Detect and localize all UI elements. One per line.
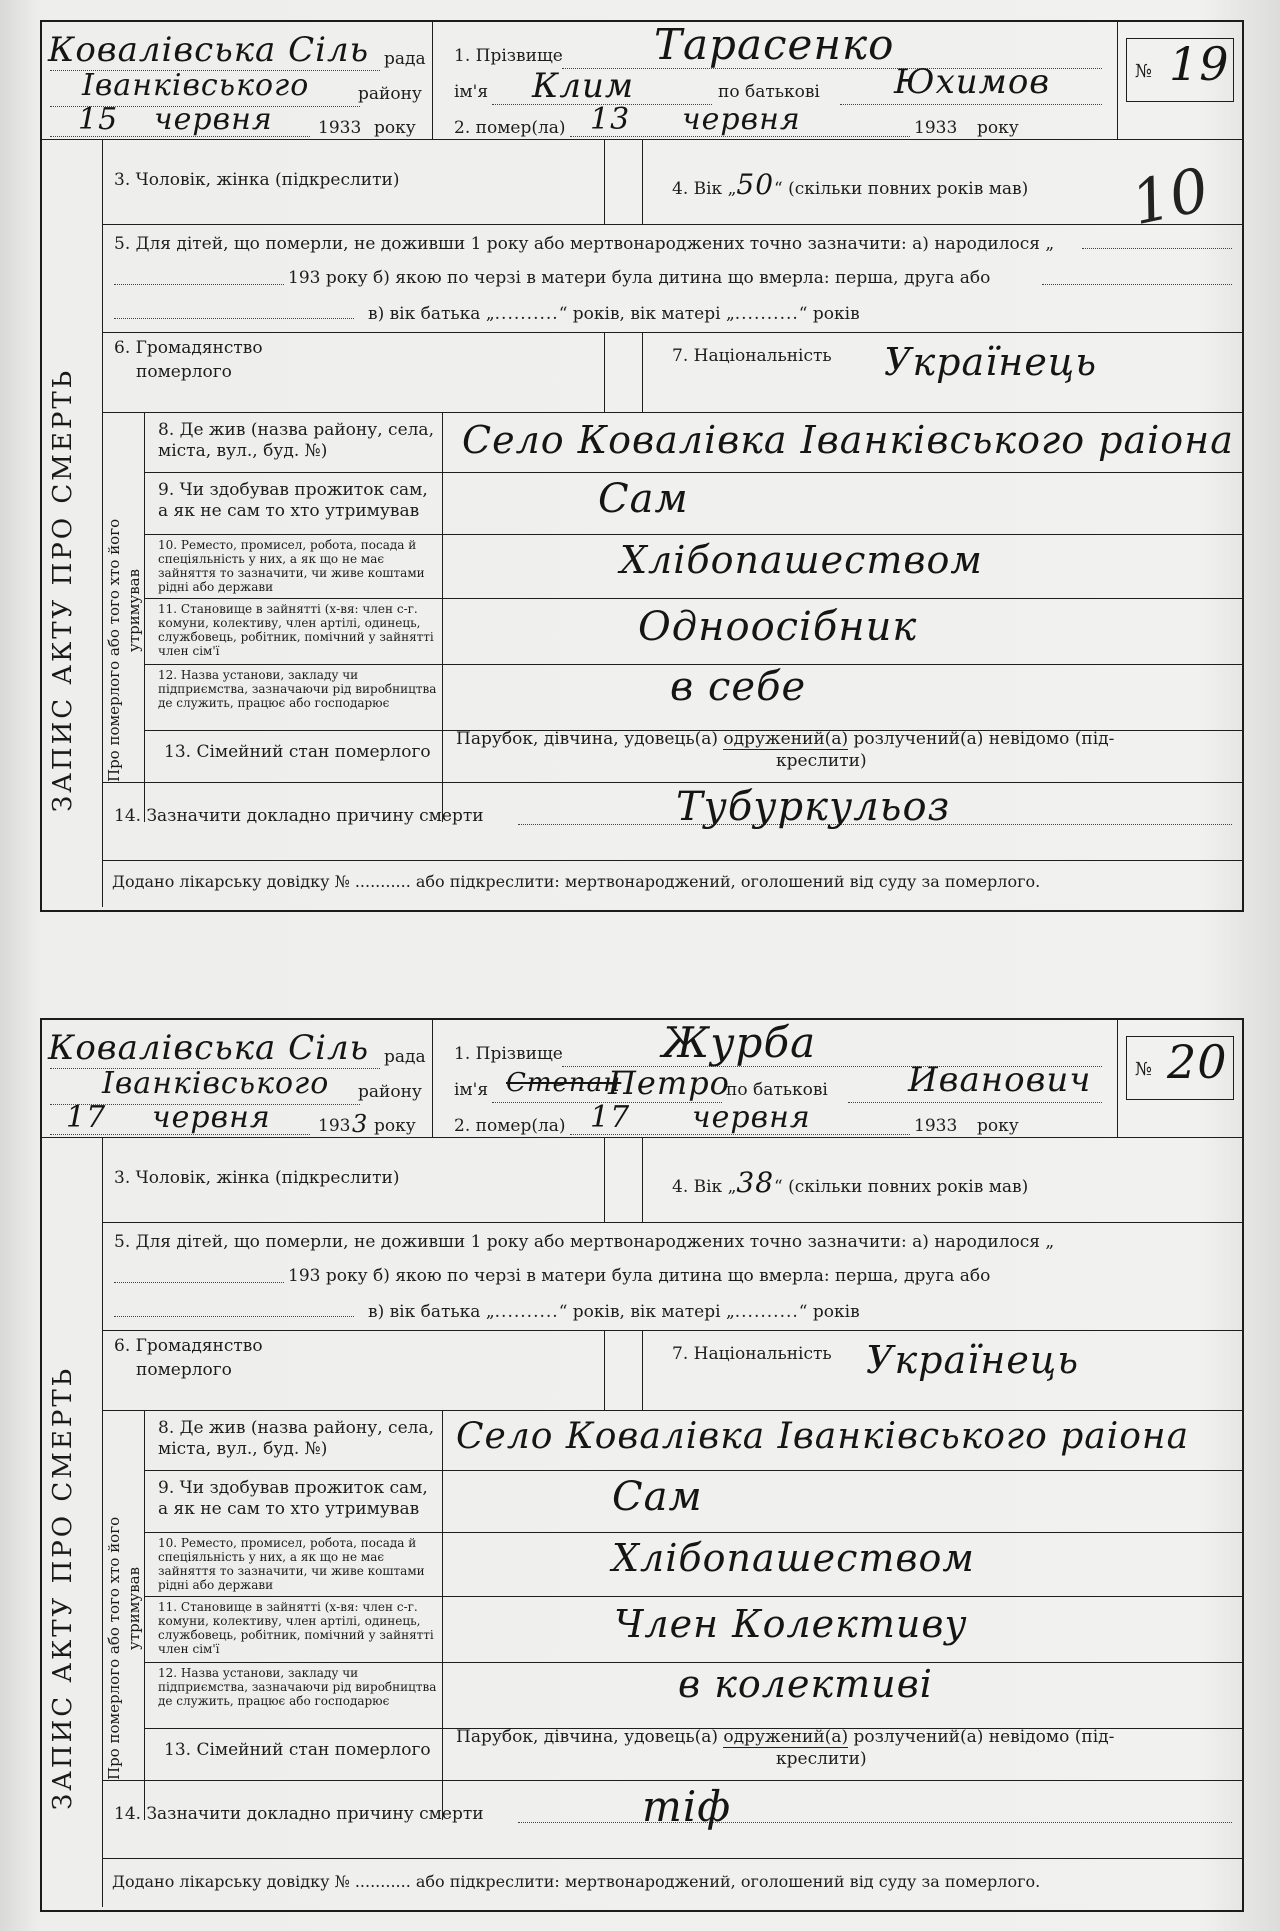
field-13-marital: 13. Сімейний стан померлого bbox=[164, 1740, 431, 1760]
registration-year-digit: 3 bbox=[352, 1110, 369, 1138]
label-year: 1933 bbox=[914, 1116, 958, 1136]
age-value: 50 bbox=[736, 168, 775, 201]
field-5-line-2: 193 року б) якою по черзі в матери була дитина що вмерла: перша, друга або bbox=[288, 268, 991, 288]
vertical-title: ЗАПИС АКТУ ПРО СМЕРТЬ bbox=[48, 1365, 78, 1810]
nationality-value: Українець bbox=[884, 340, 1098, 384]
field-11-position: 11. Становище в зайнятті (х-вя: член с-г. комуни, колективу, член артілі, одинець, службовець, робітник, помічний у зайнятті член сім'ї bbox=[158, 1600, 434, 1656]
surname: Тарасенко bbox=[654, 20, 895, 69]
field-6-citizenship: 6. Громадянство bbox=[114, 338, 263, 358]
label-rada: рада bbox=[384, 1047, 426, 1067]
council-name: Ковалівська Сіль bbox=[48, 1028, 370, 1068]
occupation-value: Хлібопашеством bbox=[620, 538, 983, 582]
district-name: Іванківського bbox=[102, 1066, 330, 1101]
death-record-card-2 bbox=[40, 1018, 1244, 1912]
workplace-value: в себе bbox=[670, 664, 807, 710]
field-5-line-3: в) вік батька „..........“ років, вік матері „..........“ років bbox=[368, 304, 860, 324]
label-surname: 1. Прізвище bbox=[454, 46, 563, 66]
field-6-citizenship-2: померлого bbox=[136, 1360, 232, 1380]
field-11-position: 11. Становище в зайнятті (х-вя: член с-г. комуни, колективу, член артілі, одинець, службовець, робітник, помічний у зайнятті член сім'ї bbox=[158, 602, 434, 658]
field-9-livelihood: 9. Чи здобував прожиток сам, а як не сам то хто утримував bbox=[158, 480, 428, 521]
death-record-card-1 bbox=[40, 20, 1244, 912]
field-14-cause: 14. Зазначити докладно причину смерти bbox=[114, 806, 484, 826]
field-7-nationality: 7. Національність bbox=[672, 346, 832, 366]
field-3-sex: 3. Чоловік, жінка (підкреслити) bbox=[114, 170, 400, 190]
field-4-age: 4. Вік „38“ (скільки повних років мав) bbox=[672, 1166, 1029, 1199]
footer-note: Додано лікарську довідку № ........... або підкреслити: мертвонароджений, оголошений від суду за померлого. bbox=[112, 1872, 1041, 1891]
field-8-residence: 8. Де жив (назва району, села, міста, вул., буд. №) bbox=[158, 420, 434, 461]
field-4-age: 4. Вік „50“ (скільки повних років мав) bbox=[672, 168, 1029, 201]
record-number-box bbox=[1126, 38, 1234, 102]
record-number: 20 bbox=[1167, 1035, 1228, 1089]
field-12-workplace: 12. Назва установи, закладу чи підприємства, зазначаючи рід виробництва де служить, працює або господарює bbox=[158, 1666, 437, 1708]
patronymic: Юхимов bbox=[894, 62, 1051, 102]
field-14-cause: 14. Зазначити докладно причину смерти bbox=[114, 1804, 484, 1824]
cause-value: Тубуркульоз bbox=[676, 784, 951, 830]
label-1933: 1933 bbox=[318, 118, 362, 138]
field-10-occupation: 10. Реместо, промисел, робота, посада й спеціяльність у них, а як що не має зайняття то зазначити, чи живе коштами рідні або держави bbox=[158, 538, 425, 594]
residence-value: Село Ковалівка Іванківського раіона bbox=[462, 418, 1234, 462]
label-rada: рада bbox=[384, 49, 426, 69]
field-5-line-1: 5. Для дітей, що померли, не доживши 1 року або мертвонароджених точно зазначити: а) народилося „ bbox=[114, 234, 1055, 254]
label-patronymic: по батькові bbox=[726, 1080, 828, 1100]
surname: Журба bbox=[662, 1018, 817, 1067]
given-name: Клим bbox=[532, 66, 635, 106]
label-name: ім'я bbox=[454, 1080, 489, 1100]
livelihood-value: Сам bbox=[612, 1474, 703, 1520]
given-name: Петро bbox=[608, 1064, 730, 1102]
registration-month: червня bbox=[152, 1100, 271, 1135]
label-rayonu: району bbox=[358, 1082, 422, 1102]
registration-day: 17 bbox=[66, 1100, 107, 1135]
vertical-title: ЗАПИС АКТУ ПРО СМЕРТЬ bbox=[48, 367, 78, 812]
registration-month: червня bbox=[154, 102, 273, 137]
label-193: 193 bbox=[318, 1116, 351, 1136]
field-13-marital: 13. Сімейний стан померлого bbox=[164, 742, 431, 762]
death-day: 13 bbox=[590, 102, 631, 137]
field-10-occupation: 10. Реместо, промисел, робота, посада й спеціяльність у них, а як що не має зайняття то зазначити, чи живе коштами рідні або держави bbox=[158, 1536, 425, 1592]
label-no: № bbox=[1135, 1059, 1153, 1080]
position-value: Член Колективу bbox=[614, 1602, 968, 1646]
vertical-subtitle: Про померлого або того хто його утримував bbox=[105, 518, 143, 782]
field-7-nationality: 7. Національність bbox=[672, 1344, 832, 1364]
registration-day: 15 bbox=[78, 102, 119, 137]
footer-note: Додано лікарську довідку № ........... або підкреслити: мертвонароджений, оголошений від суду за померлого. bbox=[112, 872, 1041, 891]
label-rayonu: району bbox=[358, 84, 422, 104]
struck-name: Степан bbox=[506, 1068, 622, 1098]
cause-value: тіф bbox=[642, 1782, 732, 1831]
position-value: Одноосібник bbox=[638, 604, 918, 650]
patronymic: Иванович bbox=[908, 1060, 1092, 1100]
death-day: 17 bbox=[590, 1100, 631, 1135]
field-6-citizenship: 6. Громадянство bbox=[114, 1336, 263, 1356]
label-death-date: 2. помер(ла) bbox=[454, 1116, 566, 1136]
nationality-value: Українець bbox=[866, 1338, 1080, 1382]
death-month: червня bbox=[682, 102, 801, 137]
field-6-citizenship-2: померлого bbox=[136, 362, 232, 382]
death-month: червня bbox=[692, 1100, 811, 1135]
label-name: ім'я bbox=[454, 82, 489, 102]
marital-selected: одружений(а) bbox=[723, 729, 849, 749]
livelihood-value: Сам bbox=[598, 476, 689, 522]
record-number-box bbox=[1126, 1036, 1234, 1100]
label-roku: року bbox=[374, 1116, 416, 1136]
label-roku-2: року bbox=[977, 1116, 1019, 1136]
council-name: Ковалівська Сіль bbox=[48, 30, 370, 70]
district-name: Іванківського bbox=[82, 68, 310, 103]
field-8-residence: 8. Де жив (назва району, села, міста, вул., буд. №) bbox=[158, 1418, 434, 1459]
occupation-value: Хлібопашеством bbox=[612, 1536, 975, 1580]
label-surname: 1. Прізвище bbox=[454, 1044, 563, 1064]
residence-value: Село Ковалівка Іванківського раіона bbox=[456, 1416, 1190, 1457]
marital-options: Парубок, дівчина, удовець(а) одружений(а) розлучений(а) невідомо (під- креслити) bbox=[456, 729, 1115, 771]
workplace-value: в колективі bbox=[678, 1662, 933, 1706]
marital-selected: одружений(а) bbox=[723, 1727, 849, 1747]
label-year: 1933 bbox=[914, 118, 958, 138]
field-5-line-3: в) вік батька „..........“ років, вік матері „..........“ років bbox=[368, 1302, 860, 1322]
vertical-subtitle: Про померлого або того хто його утримував bbox=[105, 1516, 143, 1780]
label-patronymic: по батькові bbox=[718, 82, 820, 102]
label-roku-2: року bbox=[977, 118, 1019, 138]
label-no: № bbox=[1135, 61, 1153, 82]
field-9-livelihood: 9. Чи здобував прожиток сам, а як не сам то хто утримував bbox=[158, 1478, 428, 1519]
marital-options: Парубок, дівчина, удовець(а) одружений(а) розлучений(а) невідомо (під- креслити) bbox=[456, 1727, 1115, 1769]
label-roku: року bbox=[374, 118, 416, 138]
age-value: 38 bbox=[736, 1166, 775, 1199]
field-5-line-1: 5. Для дітей, що померли, не доживши 1 року або мертвонароджених точно зазначити: а) народилося „ bbox=[114, 1232, 1055, 1252]
label-death-date: 2. помер(ла) bbox=[454, 118, 566, 138]
handwritten-mark: 10 bbox=[1125, 154, 1215, 240]
field-12-workplace: 12. Назва установи, закладу чи підприємства, зазначаючи рід виробництва де служить, працює або господарює bbox=[158, 668, 437, 710]
field-5-line-2: 193 року б) якою по черзі в матери була дитина що вмерла: перша, друга або bbox=[288, 1266, 991, 1286]
record-number: 19 bbox=[1169, 37, 1230, 91]
field-3-sex: 3. Чоловік, жінка (підкреслити) bbox=[114, 1168, 400, 1188]
